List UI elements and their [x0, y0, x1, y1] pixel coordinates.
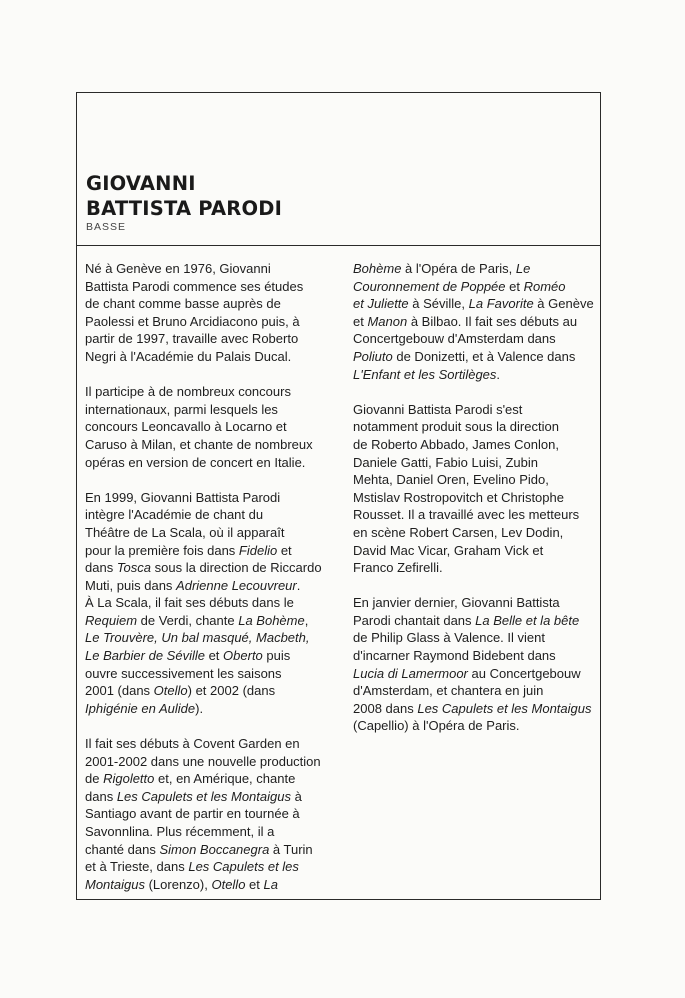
text-segment: puis	[262, 648, 291, 664]
text-segment: Negri à l'Académie du Palais Ducal.	[85, 348, 292, 364]
work-title: Couronnement de Poppée	[353, 278, 506, 294]
text-segment: David Mac Vicar, Graham Vick et	[353, 542, 544, 558]
text-segment: Battista Parodi commence ses études	[85, 278, 304, 294]
text-segment: Mstislav Rostropovitch et Christophe	[353, 489, 564, 505]
text-line	[85, 489, 337, 507]
text-segment: Daniele Gatti, Fabio Luisi, Zubin	[353, 454, 538, 470]
text-line	[85, 841, 337, 859]
work-title: Montaigus	[85, 876, 145, 892]
text-line	[85, 401, 337, 419]
biography-frame	[76, 92, 601, 900]
work-title: L'Enfant et les Sortilèges	[353, 366, 497, 382]
work-title: Le Barbier de Séville	[85, 648, 205, 664]
work-title: Les Capulets et les Montaigus	[116, 788, 291, 804]
text-line	[353, 401, 598, 419]
text-segment: En janvier dernier, Giovanni Battista	[353, 595, 560, 611]
text-segment: Caruso à Milan, et chante de nombreux	[85, 436, 313, 452]
text-segment: Concertgebouw d'Amsterdam dans	[353, 331, 556, 347]
text-line	[353, 700, 598, 718]
text-segment: et	[277, 542, 292, 558]
text-line	[85, 700, 337, 718]
text-segment: pour la première fois dans	[85, 542, 239, 558]
text-segment: de Roberto Abbado, James Conlon,	[353, 436, 559, 452]
text-line	[85, 770, 337, 788]
text-segment: ,	[304, 612, 309, 628]
paragraph	[353, 260, 598, 383]
text-segment: Savonnlina. Plus récemment, il a	[85, 824, 275, 839]
text-segment: Giovanni Battista Parodi s'est	[353, 401, 523, 417]
text-segment: de	[85, 771, 104, 787]
text-segment: Paolessi et Bruno Arcidiacono puis, à	[85, 313, 300, 329]
text-line	[85, 876, 337, 894]
work-title: La Favorite	[468, 296, 534, 312]
text-segment: (Capellio) à l'Opéra de Paris.	[353, 718, 520, 734]
text-segment: à l'Opéra de Paris,	[401, 261, 516, 276]
text-line	[353, 559, 598, 577]
text-segment: d'incarner Raymond Bidebent dans	[353, 648, 556, 664]
text-line	[85, 260, 337, 278]
text-line	[353, 594, 598, 612]
text-segment: notamment produit sous la direction	[353, 419, 559, 435]
text-line	[85, 278, 337, 296]
work-title: La	[263, 876, 278, 892]
work-title: Iphigénie en Aulide	[85, 700, 196, 716]
text-line	[353, 717, 598, 735]
text-line	[85, 506, 337, 524]
text-segment: .	[296, 577, 301, 593]
text-segment: Franco Zefirelli.	[353, 560, 443, 576]
biography-header	[77, 93, 600, 246]
text-segment: de Donizetti, et à Valence dans	[392, 348, 576, 364]
text-line	[85, 295, 337, 313]
text-segment: chanté dans	[85, 841, 160, 857]
text-line	[353, 612, 598, 630]
text-segment: et, en Amérique, chante	[154, 771, 296, 787]
text-segment: Il fait ses débuts à Covent Garden en	[85, 736, 300, 752]
work-title: Les Capulets et les	[188, 859, 299, 875]
text-segment: Rousset. Il a travaillé avec les metteurs	[353, 507, 580, 523]
text-line	[353, 682, 598, 700]
text-line	[353, 313, 598, 331]
text-segment: dans	[85, 560, 117, 576]
paragraph	[85, 735, 337, 893]
text-line	[85, 788, 337, 806]
text-segment: à Bilbao. Il fait ses débuts au	[407, 313, 578, 329]
text-segment: de chant comme basse auprès de	[85, 296, 281, 312]
work-title: Manon	[367, 313, 408, 329]
text-line	[85, 753, 337, 771]
text-segment: en scène Robert Carsen, Lev Dodin,	[353, 524, 564, 540]
work-title: Rigoletto	[103, 771, 155, 787]
work-title: Les Capulets et les Montaigus	[417, 700, 592, 716]
text-segment: opéras en version de concert en Italie.	[85, 454, 306, 470]
text-line	[353, 542, 598, 560]
text-line	[85, 418, 337, 436]
text-line	[85, 454, 337, 472]
work-title: Requiem	[85, 612, 138, 628]
text-segment: et	[204, 648, 224, 664]
text-line	[85, 805, 337, 823]
work-title: Lucia di Lamermoor	[353, 665, 468, 681]
paragraph	[353, 401, 598, 577]
text-line	[353, 278, 598, 296]
text-line	[85, 594, 337, 612]
work-title: La Belle et la bête	[475, 612, 580, 628]
paragraph	[353, 594, 598, 735]
text-segment: ) et 2002 (dans	[187, 683, 276, 699]
text-segment: de Verdi, chante	[137, 612, 239, 628]
artist-name-line-1: GIOVANNI	[86, 172, 196, 195]
text-line	[85, 330, 337, 348]
text-segment: d'Amsterdam, et chantera en juin	[353, 683, 544, 699]
text-segment: (Lorenzo),	[144, 876, 212, 892]
text-line	[85, 612, 337, 630]
work-title: Simon Boccanegra	[159, 841, 270, 857]
text-line	[85, 436, 337, 454]
text-segment: intègre l'Académie de chant du	[85, 507, 264, 523]
text-line	[353, 665, 598, 683]
text-line	[85, 577, 337, 595]
work-title: Le	[515, 261, 531, 276]
text-line	[85, 348, 337, 366]
text-line	[353, 436, 598, 454]
text-segment: à Genève	[533, 296, 594, 312]
text-line	[353, 366, 598, 384]
paragraph	[85, 383, 337, 471]
text-segment: .	[496, 366, 501, 382]
text-segment: dans	[85, 788, 117, 804]
work-title: Fidelio	[238, 542, 278, 558]
text-segment: ).	[195, 700, 204, 716]
work-title: Otello	[153, 683, 188, 699]
text-line	[353, 506, 598, 524]
right-text-column	[353, 260, 598, 735]
work-title: Adrienne Lecouvreur	[176, 577, 297, 593]
text-segment: et	[245, 876, 264, 892]
text-line	[353, 471, 598, 489]
text-segment: à Turin	[269, 841, 313, 857]
work-title: et Juliette	[353, 296, 409, 312]
text-segment: ouvre successivement les saisons	[85, 665, 282, 681]
text-line	[85, 313, 337, 331]
text-line	[85, 629, 337, 647]
artist-name-line-2: BATTISTA PARODI	[86, 197, 283, 220]
text-line	[353, 524, 598, 542]
paragraph	[85, 489, 337, 718]
text-segment: partir de 1997, travaille avec Roberto	[85, 331, 299, 347]
text-segment: Santiago avant de partir en tournée à	[85, 806, 300, 822]
text-segment: sous la direction de Riccardo	[151, 560, 322, 576]
text-segment: Muti, puis dans	[85, 577, 177, 593]
text-line	[353, 489, 598, 507]
voice-type: BASSE	[86, 221, 127, 233]
text-segment: À La Scala, il fait ses débuts dans le	[85, 595, 294, 611]
text-segment: concours Leoncavallo à Locarno et	[85, 419, 287, 435]
text-line	[353, 418, 598, 436]
text-segment: et	[505, 278, 524, 294]
text-line	[85, 665, 337, 683]
text-segment: Théâtre de La Scala, où il apparaît	[85, 524, 285, 540]
text-line	[85, 735, 337, 753]
text-line	[353, 260, 598, 278]
text-line	[353, 647, 598, 665]
text-segment: à Séville,	[408, 296, 469, 312]
work-title: Otello	[211, 876, 246, 892]
work-title: Tosca	[116, 560, 152, 576]
text-line	[353, 348, 598, 366]
text-line	[85, 647, 337, 665]
text-segment: Il participe à de nombreux concours	[85, 384, 291, 400]
text-segment: Né à Genève en 1976, Giovanni	[85, 261, 271, 276]
text-line	[85, 823, 337, 841]
text-segment: En 1999, Giovanni Battista Parodi	[85, 489, 281, 505]
text-line	[85, 542, 337, 560]
text-segment: Parodi chantait dans	[353, 612, 476, 628]
text-line	[353, 454, 598, 472]
work-title: La Bohème	[238, 612, 305, 628]
text-line	[85, 559, 337, 577]
text-segment: 2008 dans	[353, 700, 418, 716]
text-segment: à	[290, 788, 302, 804]
left-text-column	[85, 260, 337, 893]
text-segment: Mehta, Daniel Oren, Evelino Pido,	[353, 472, 549, 488]
work-title: Oberto	[223, 648, 263, 664]
work-title: Le Trouvère, Un bal masqué, Macbeth,	[85, 630, 310, 646]
work-title: Bohème	[353, 261, 402, 276]
text-segment: et à Trieste, dans	[85, 859, 189, 875]
text-line	[85, 858, 337, 876]
text-line	[85, 682, 337, 700]
text-segment: au Concertgebouw	[467, 665, 581, 681]
text-segment: 2001-2002 dans une nouvelle production	[85, 753, 321, 769]
text-segment: internationaux, parmi lesquels les	[85, 401, 278, 417]
text-segment: 2001 (dans	[85, 683, 154, 699]
text-line	[353, 330, 598, 348]
text-line	[85, 383, 337, 401]
text-line	[85, 524, 337, 542]
artist-name	[86, 171, 282, 221]
work-title: Roméo	[523, 278, 566, 294]
work-title: Poliuto	[353, 348, 393, 364]
text-segment: de Philip Glass à Valence. Il vient	[353, 630, 545, 646]
paragraph	[85, 260, 337, 366]
text-line	[353, 295, 598, 313]
text-segment: et	[353, 313, 368, 329]
text-line	[353, 629, 598, 647]
